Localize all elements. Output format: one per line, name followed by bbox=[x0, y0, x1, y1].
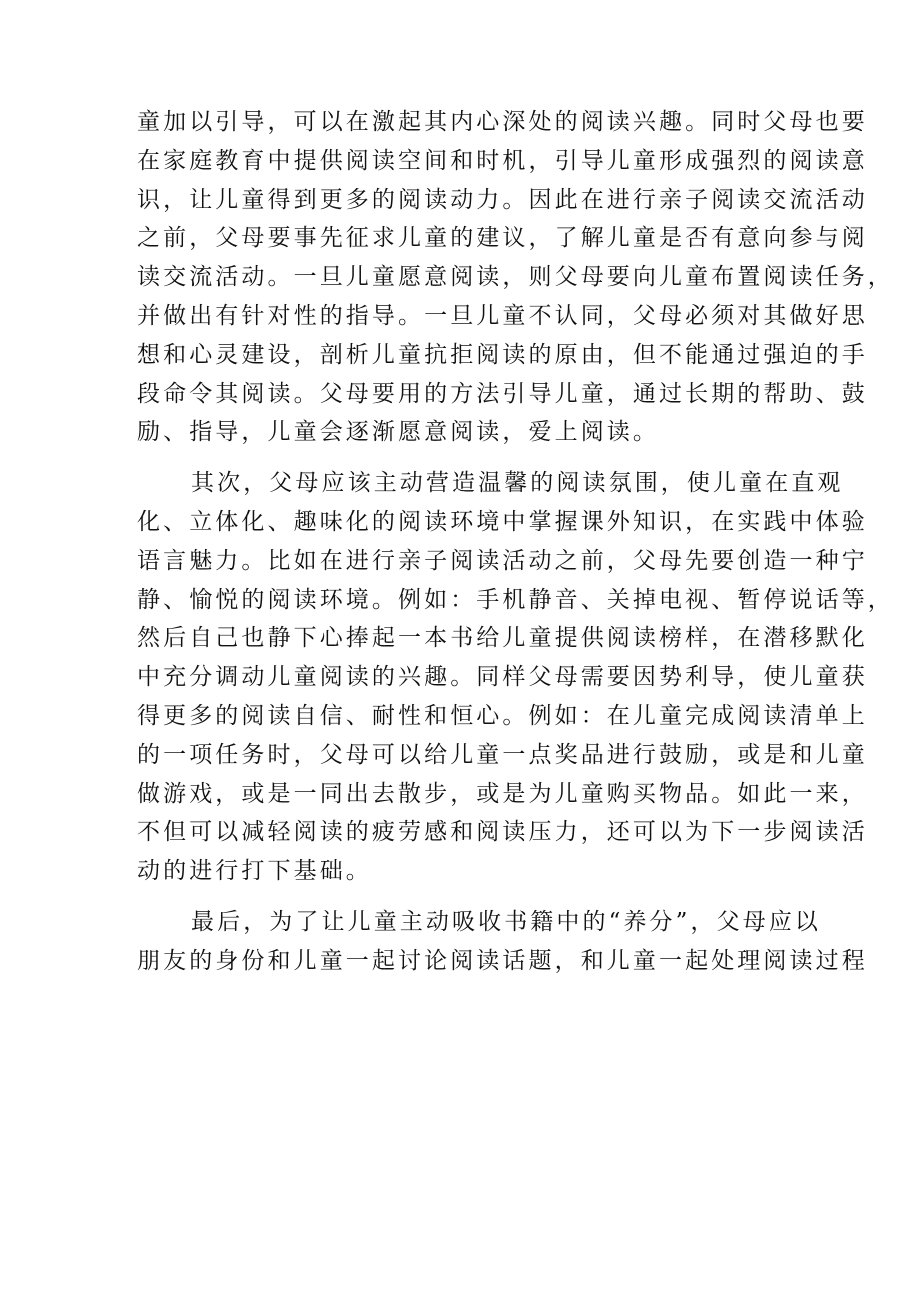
body-text bbox=[137, 103, 894, 981]
text-line: 并做出有针对性的指导。一旦儿童不认同，父母必须对其做好思 bbox=[137, 302, 868, 329]
text-line: 不但可以减轻阅读的疲劳感和阅读压力，还可以为下一步阅读活 bbox=[137, 819, 868, 846]
text-line: 识，让儿童得到更多的阅读动力。因此在进行亲子阅读交流活动 bbox=[137, 186, 868, 213]
text-line: 在家庭教育中提供阅读空间和时机，引导儿童形成强烈的阅读意 bbox=[137, 147, 868, 174]
paragraph-1 bbox=[137, 103, 894, 452]
text-line: 朋友的身份和儿童一起讨论阅读话题，和儿童一起处理阅读过程 bbox=[137, 947, 868, 974]
text-line: 然后自己也静下心捧起一本书给儿童提供阅读榜样，在潜移默化 bbox=[137, 625, 868, 652]
text-line: 的一项任务时，父母可以给儿童一点奖品进行鼓励，或是和儿童 bbox=[137, 741, 868, 768]
text-line: 段命令其阅读。父母要用的方法引导儿童，通过长期的帮助、鼓 bbox=[137, 380, 868, 407]
text-line: 做游戏，或是一同出去散步，或是为儿童购买物品。如此一来， bbox=[137, 780, 868, 807]
text-line: 得更多的阅读自信、耐性和恒心。例如：在儿童完成阅读清单上 bbox=[137, 702, 868, 729]
text-line: 动的进行打下基础。 bbox=[137, 858, 372, 885]
text-line: 语言魅力。比如在进行亲子阅读活动之前，父母先要创造一种宁 bbox=[137, 547, 868, 574]
paragraph-gap bbox=[137, 891, 799, 903]
paragraph-3 bbox=[137, 903, 868, 981]
text-line: 励、指导，儿童会逐渐愿意阅读，爱上阅读。 bbox=[137, 419, 659, 446]
text-line: 想和心灵建设，剖析儿童抗拒阅读的原由，但不能通过强迫的手 bbox=[137, 341, 868, 368]
text-line: 静、愉悦的阅读环境。例如：手机静音、关掉电视、暂停说话等， bbox=[137, 586, 894, 613]
paragraph-2 bbox=[137, 464, 894, 891]
text-line: 读交流活动。一旦儿童愿意阅读，则父母要向儿童布置阅读任务， bbox=[137, 264, 894, 291]
text-line: 之前，父母要事先征求儿童的建议，了解儿童是否有意向参与阅 bbox=[137, 225, 868, 252]
text-line: 其次，父母应该主动营造温馨的阅读氛围，使儿童在直观 bbox=[191, 470, 844, 497]
text-line: 最后，为了让儿童主动吸收书籍中的“养分”，父母应以 bbox=[191, 908, 822, 935]
text-line: 化、立体化、趣味化的阅读环境中掌握课外知识，在实践中体验 bbox=[137, 508, 868, 535]
text-line: 童加以引导，可以在激起其内心深处的阅读兴趣。同时父母也要 bbox=[137, 109, 868, 135]
text-line: 中充分调动儿童阅读的兴趣。同样父母需要因势利导，使儿童获 bbox=[137, 664, 868, 691]
paragraph-gap bbox=[137, 452, 799, 464]
